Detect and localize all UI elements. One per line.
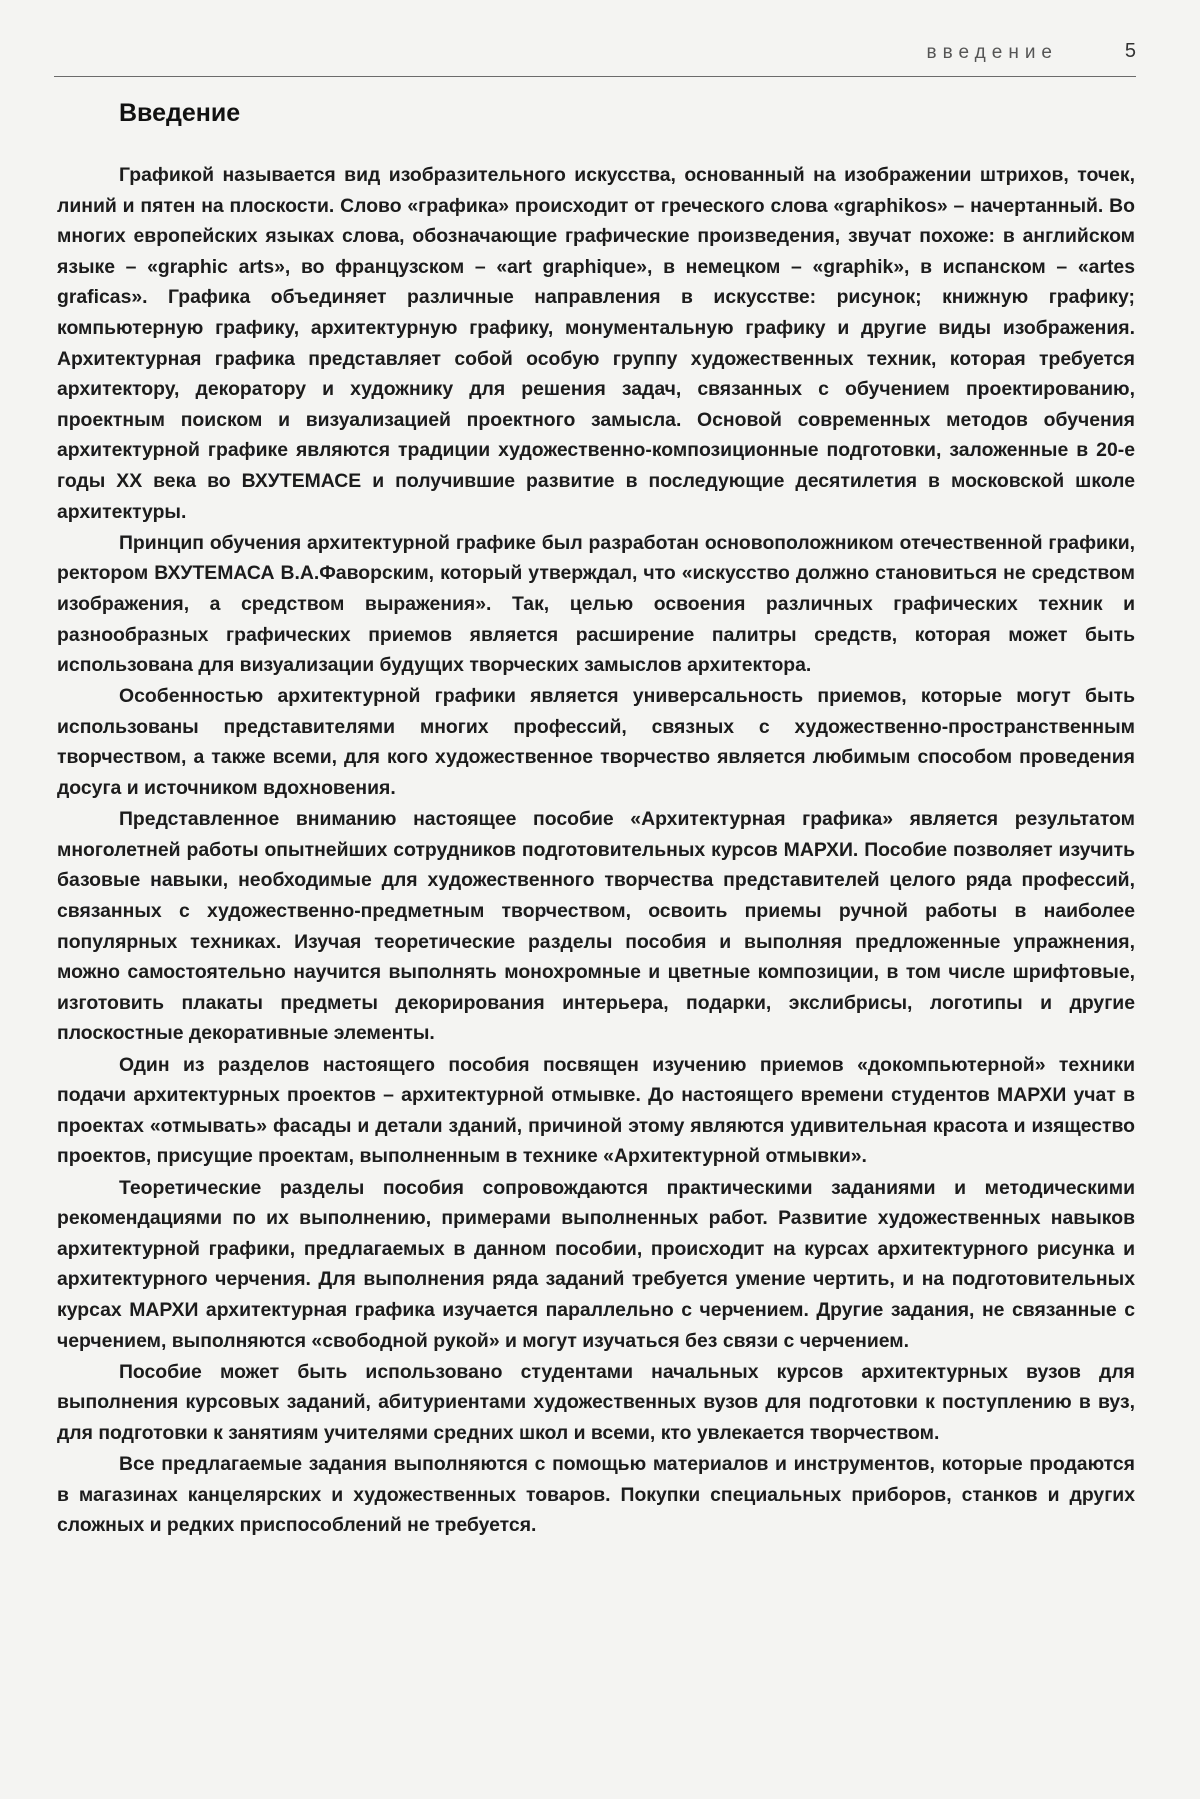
- page-content: [57, 96, 1135, 1541]
- body-text: [57, 160, 1135, 1541]
- running-header-section-name: введение: [926, 42, 1058, 63]
- section-heading: Введение: [119, 99, 241, 127]
- paragraph: Графикой называется вид изобразительного искусства, основанный на изображении штрихов, точек, линий и пятен на плоскости. Слово «графика» происходит от греческого слова «graphikos» – начертанный. Во многих европейских языках слова, обозначающие графические произведения, звучат похоже: в английском языке – «graphic arts», во французском – «art graphique», в немецком – «graphik», в испанском – «artes graficas». Графика объединяет различные направления в искусстве: рисунок; книжную графику; компьютерную графику, архитектурную графику, монументальную графику и другие виды изображения. Архитектурная графика представляет собой особую группу художественных техник, которая требуется архитектору, декоратору и художнику для решения задач, связанных с обучением проектированию, проектным поиском и визуализацией проектного замысла. Основой современных методов обучения архитектурной графике являются традиции художественно-композиционные подготовки, заложенные в 20-е годы XX века во ВХУТЕМАСЕ и получившие развитие в последующие десятилетия в московской школе архитектуры.: [57, 164, 1135, 523]
- paragraph: Один из разделов настоящего пособия посвящен изучению приемов «докомпьютерной» техники подачи архитектурных проектов – архитектурной отмывке. До настоящего времени студентов МАРХИ учат в проектах «отмывать» фасады и детали зданий, причиной этому являются удивительная красота и изящество проектов, присущие проектам, выполненным в технике «Архитектурной отмывки».: [57, 1053, 1135, 1168]
- running-header: [54, 38, 1136, 77]
- paragraph: Все предлагаемые задания выполняются с помощью материалов и инструментов, которые продаются в магазинах канцелярских и художественных товаров. Покупки специальных приборов, станков и других сложных и редких приспособлений не требуется.: [57, 1453, 1135, 1537]
- paragraph: Принцип обучения архитектурной графике был разработан основоположником отечественной графики, ректором ВХУТЕМАСА В.А.Фаворским, который утверждал, что «искусство должно становиться не средством изображения, а средством выражения». Так, целью освоения различных графических техник и разнообразных графических приемов является расширение палитры средств, которая может быть использована для визуализации будущих творческих замыслов архитектора.: [57, 531, 1135, 677]
- page-number: 5: [1124, 40, 1136, 62]
- paragraph: Пособие может быть использовано студентами начальных курсов архитектурных вузов для выполнения курсовых заданий, абитуриентами художественных вузов для подготовки к поступлению в вуз, для подготовки к занятиям учителями средних школ и всеми, кто увлекается творчеством.: [57, 1360, 1135, 1444]
- paragraph: Теоретические разделы пособия сопровождаются практическими заданиями и методическими рекомендациями по их выполнению, примерами выполненных работ. Развитие художественных навыков архитектурной графики, предлагаемых в данном пособии, происходит на курсах архитектурного рисунка и архитектурного черчения. Для выполнения ряда заданий требуется умение чертить, и на подготовительных курсах МАРХИ архитектурная графика изучается параллельно с черчением. Другие задания, не связанные с черчением, выполняются «свободной рукой» и могут изучаться без связи с черчением.: [57, 1176, 1135, 1352]
- paragraph: Особенностью архитектурной графики является универсальность приемов, которые могут быть использованы представителями многих профессий, связных с художественно-пространственным творчеством, а также всеми, для кого художественное творчество является любимым способом проведения досуга и источником вдохновения.: [57, 685, 1135, 800]
- paragraph: Представленное вниманию настоящее пособие «Архитектурная графика» является результатом многолетней работы опытнейших сотрудников подготовительных курсов МАРХИ. Пособие позволяет изучить базовые навыки, необходимые для художественного творчества представителей целого ряда профессий, связанных с художественно-предметным творчеством, освоить приемы ручной работы в наиболее популярных техниках. Изучая теоретические разделы пособия и выполняя предложенные упражнения, можно самостоятельно научится выполнять монохромные и цветные композиции, в том числе шрифтовые, изготовить плакаты предметы декорирования интерьера, подарки, экслибрисы, логотипы и другие плоскостные декоративные элементы.: [57, 808, 1135, 1045]
